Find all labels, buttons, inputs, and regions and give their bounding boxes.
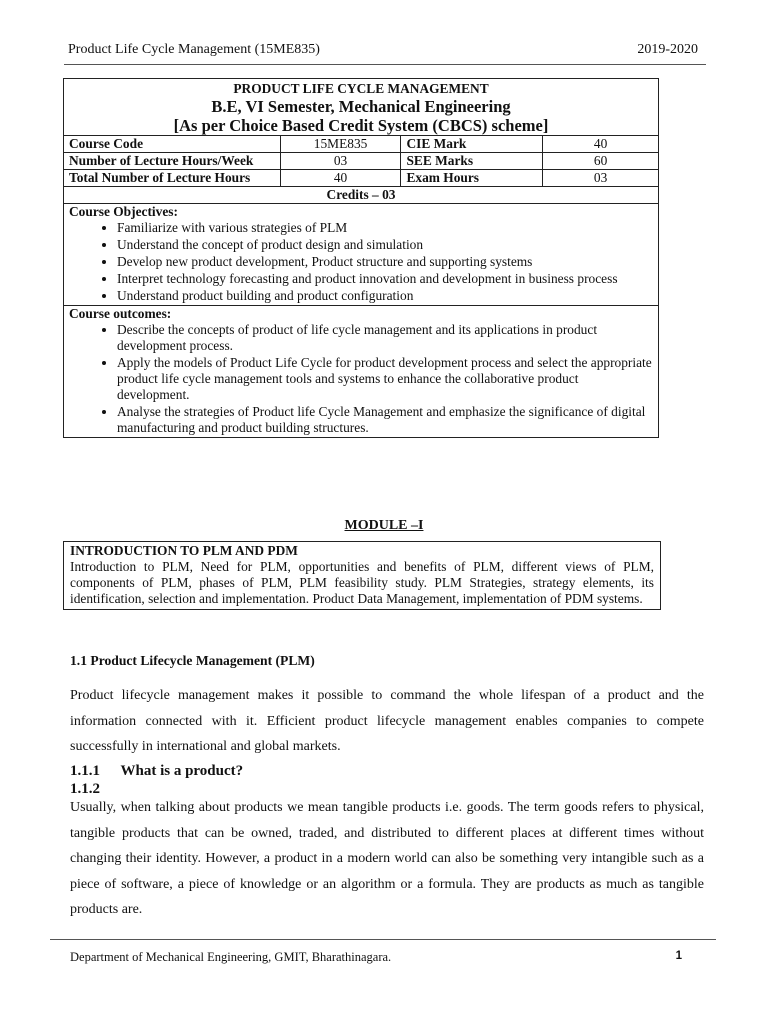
footer-rule [50,939,716,940]
table-row [64,170,659,187]
course-code-label: Course Code [64,136,281,153]
list-item: • Describe the concepts of product of life cycle management and its applications in product development process. [117,322,653,354]
page-header [68,42,698,58]
outcomes-list [69,322,653,436]
lecture-hours-week-value: 03 [280,153,401,170]
objectives-cell [64,204,659,306]
subsection-title: What is a product? [120,763,244,779]
course-code-value: 15ME835 [280,136,401,153]
module-heading: MODULE –I [344,518,424,533]
list-item: • Understand the concept of product design and simulation [117,237,653,253]
outcomes-title: Course outcomes: [69,306,172,321]
paragraph: Product lifecycle management makes it possible to command the whole lifespan of a product and the information connected with it. Efficient product lifecycle management enables companies to compete successfully in international and global markets. [70,688,704,754]
outcomes-cell [64,306,659,438]
module-summary-box [63,541,661,610]
total-lecture-hours-value: 40 [280,170,401,187]
header-rule [64,64,706,65]
list-item: • Develop new product development, Product structure and supporting systems [117,254,653,270]
header-academic-year: 2019-2020 [637,42,698,57]
module-box-text: Introduction to PLM, Need for PLM, opportunities and benefits of PLM, different views of PLM, components of PLM, phases of PLM, PLM feasibility study. PLM Strategies, strategy elements, its identification, selection and implementation. Product Data Management, implementation of PDM systems. [70,559,654,606]
list-item: • Interpret technology forecasting and product innovation and development in business process [117,271,653,287]
lecture-hours-week-label: Number of Lecture Hours/Week [64,153,281,170]
see-marks-label: SEE Marks [401,153,543,170]
section-heading: 1.1 Product Lifecycle Management (PLM) [70,653,315,668]
subsection-number-2: 1.1.2 [70,781,100,797]
objectives-title: Course Objectives: [69,204,178,219]
syllabus-title: PRODUCT LIFE CYCLE MANAGEMENT [233,81,489,96]
header-course-title: Product Life Cycle Management (15ME835) [68,42,320,57]
objectives-row [64,204,659,306]
list-item: • Analyse the strategies of Product life Cycle Management and emphasize the significance of digital manufacturing and product building structures. [117,404,653,436]
list-item: • Apply the models of Product Life Cycle for product development process and select the appropriate product life cycle management tools and systems to enhance the collaborative product development. [117,355,653,403]
table-row [64,136,659,153]
syllabus-title-row [64,79,659,136]
total-lecture-hours-label: Total Number of Lecture Hours [64,170,281,187]
paragraph: Usually, when talking about products we mean tangible products i.e. goods. The term goods refers to physical, tangible products that can be owned, traded, and distributed to different places at different times without changing their identity. However, a product in a modern world can also be something very intangible such as a piece of software, a piece of knowledge or an algorithm or a formula. They are products as much as tangible products are. [70,800,704,917]
subsection-number: 1.1.1 [70,763,100,779]
syllabus-table [63,78,659,438]
list-item: • Understand product building and product configuration [117,288,653,304]
page-number: 1 [675,950,682,962]
outcomes-row [64,306,659,438]
see-marks-value: 60 [543,153,659,170]
syllabus-scheme: [As per Choice Based Credit System (CBCS) scheme] [173,116,549,135]
credits-value: Credits – 03 [64,187,659,204]
cie-mark-label: CIE Mark [401,136,543,153]
cie-mark-value: 40 [543,136,659,153]
subsection-heading [70,763,243,780]
credits-row [64,187,659,204]
table-row [64,153,659,170]
exam-hours-label: Exam Hours [401,170,543,187]
page-footer [70,950,682,965]
footer-department: Department of Mechanical Engineering, GMIT, Bharathinagara. [70,950,392,964]
module-box-title: INTRODUCTION TO PLM AND PDM [70,543,298,558]
list-item: • Familiarize with various strategies of PLM [117,220,653,236]
exam-hours-value: 03 [543,170,659,187]
objectives-list [69,220,653,304]
syllabus-semester: B.E, VI Semester, Mechanical Engineering [211,97,511,116]
syllabus-title-cell [64,79,659,136]
